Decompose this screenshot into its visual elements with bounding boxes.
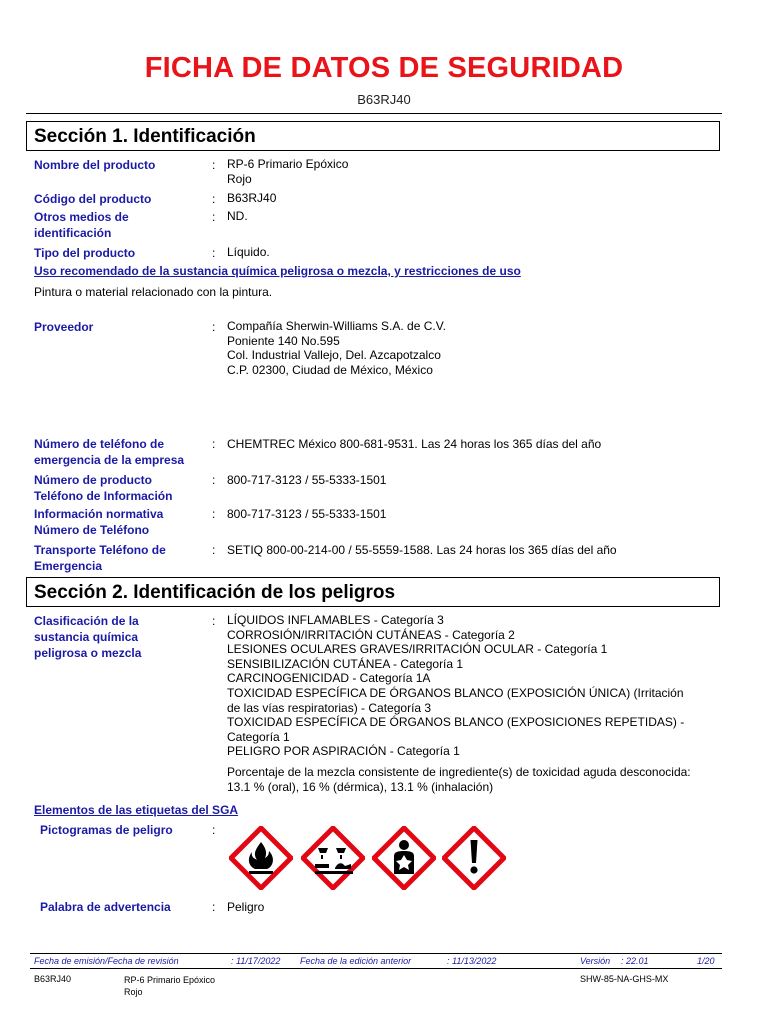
footer-mid-rule (30, 968, 722, 969)
footer-version-label: Versión (580, 956, 611, 966)
regulatory-label-line: Información normativa (34, 507, 164, 521)
classification-label-line: sustancia química (34, 630, 139, 644)
footer-page-number: 1/20 (697, 956, 715, 966)
recommended-use-heading: Uso recomendado de la sustancia química peligrosa o mezcla, y restricciones de uso (34, 264, 521, 278)
supplier-line: Col. Industrial Vallejo, Del. Azcapotzalco (227, 348, 441, 362)
footer-previous-label: Fecha de la edición anterior (300, 956, 412, 966)
product-code-label: Código del producto (34, 192, 152, 206)
regulatory-label-line: Número de Teléfono (34, 523, 150, 537)
product-phone-label-line: Número de producto (34, 473, 153, 487)
other-id-label-line: Otros medios de (34, 210, 129, 224)
product-name-label: Nombre del producto (34, 158, 156, 172)
colon: : (212, 437, 216, 451)
regulatory-info-value: 800-717-3123 / 55-5333-1501 (227, 507, 387, 521)
classification-label-line: peligrosa o mezcla (34, 646, 142, 660)
transport-label-line: Emergencia (34, 559, 103, 573)
product-phone-label-line: Teléfono de Información (34, 489, 173, 503)
emergency-label-line: Número de teléfono de (34, 437, 165, 451)
colon: : (212, 543, 216, 557)
health-hazard-pictogram-icon (372, 826, 436, 890)
emergency-label-line: emergencia de la empresa (34, 453, 185, 467)
footer-product (124, 974, 215, 998)
toxicity-line: 13.1 % (oral), 16 % (dérmica), 13.1 % (inhalación) (227, 779, 494, 794)
product-type-label: Tipo del producto (34, 246, 136, 260)
hazard-class-line: PELIGRO POR ASPIRACIÓN - Categoría 1 (227, 744, 460, 759)
classification-label-line: Clasificación de la (34, 614, 139, 628)
corrosion-pictogram-icon (301, 826, 365, 890)
section1-header (26, 121, 720, 151)
classification-label (34, 613, 141, 661)
signal-word-label: Palabra de advertencia (40, 900, 171, 914)
regulatory-info-label (34, 506, 163, 538)
supplier-label: Proveedor (34, 320, 94, 334)
colon: : (212, 158, 216, 172)
hazard-class-line: de las vías respiratorias) - Categoría 3 (227, 700, 432, 715)
colon: : (212, 823, 216, 837)
footer-top-rule (30, 953, 722, 954)
colon: : (212, 614, 216, 628)
header-divider (26, 113, 722, 114)
emergency-phone-label (34, 436, 184, 468)
product-name-line: Rojo (227, 171, 252, 186)
other-id-value: ND. (227, 209, 248, 223)
signal-word-value: Peligro (227, 900, 265, 914)
colon: : (212, 320, 216, 334)
pictograms-label: Pictogramas de peligro (40, 823, 173, 837)
product-name-value (227, 157, 717, 186)
transport-label-line: Transporte Teléfono de (34, 543, 166, 557)
hazard-class-line: TOXICIDAD ESPECÍFICA DE ÓRGANOS BLANCO (EXPOSICIONES REPETIDAS) - (227, 715, 685, 730)
footer-issue-date: : 11/17/2022 (231, 956, 281, 966)
document-code: B63RJ40 (357, 92, 411, 107)
colon: : (212, 900, 216, 914)
footer-previous-date: : 11/13/2022 (447, 956, 497, 966)
footer-version: : 22.01 (621, 956, 649, 966)
supplier-line: Poniente 140 No.595 (227, 333, 340, 348)
section2-header (26, 577, 720, 607)
section2-title: Sección 2. Identificación de los peligros (34, 582, 396, 603)
hazard-class-line: CORROSIÓN/IRRITACIÓN CUTÁNEAS - Categoría 2 (227, 627, 515, 642)
product-phone-label (34, 472, 172, 504)
colon: : (212, 473, 216, 487)
hazard-classes (227, 613, 717, 759)
product-name-line: RP-6 Primario Epóxico (227, 157, 349, 171)
recommended-use-text: Pintura o material relacionado con la pintura. (34, 285, 273, 299)
acute-toxicity-note (227, 765, 717, 794)
exclamation-pictogram-icon (442, 826, 506, 890)
footer-product-line: RP-6 Primario Epóxico (124, 975, 216, 985)
footer-issue-label: Fecha de emisión/Fecha de revisión (34, 956, 179, 966)
product-type-value: Líquido. (227, 245, 270, 259)
product-code-value: B63RJ40 (227, 191, 277, 205)
colon: : (212, 507, 216, 521)
other-id-label-line: identificación (34, 226, 112, 240)
hazard-class-line: CARCINOGENICIDAD - Categoría 1A (227, 671, 431, 686)
supplier-line: C.P. 02300, Ciudad de México, México (227, 362, 433, 377)
label-elements-heading: Elementos de las etiquetas del SGA (34, 803, 239, 817)
colon: : (212, 246, 216, 260)
supplier-line: Compañía Sherwin-Williams S.A. de C.V. (227, 319, 446, 333)
toxicity-line: Porcentaje de la mezcla consistente de ingrediente(s) de toxicidad aguda desconocida: (227, 765, 691, 779)
footer-product-line: Rojo (124, 987, 143, 997)
colon: : (212, 192, 216, 206)
colon: : (212, 210, 216, 224)
footer-document-id: SHW-85-NA-GHS-MX (580, 974, 669, 984)
footer-code: B63RJ40 (34, 974, 72, 984)
emergency-phone-value: CHEMTREC México 800-681-9531. Las 24 horas los 365 días del año (227, 437, 602, 451)
product-phone-value: 800-717-3123 / 55-5333-1501 (227, 473, 387, 487)
supplier-address (227, 319, 717, 377)
section1-title: Sección 1. Identificación (34, 126, 256, 147)
hazard-class-line: LESIONES OCULARES GRAVES/IRRITACIÓN OCULAR - Categoría 1 (227, 642, 608, 657)
flame-pictogram-icon (229, 826, 293, 890)
hazard-class-line: TOXICIDAD ESPECÍFICA DE ÓRGANOS BLANCO (EXPOSICIÓN ÚNICA) (Irritación (227, 685, 684, 700)
other-id-label (34, 209, 129, 241)
hazard-class-line: LÍQUIDOS INFLAMABLES - Categoría 3 (227, 613, 444, 627)
transport-phone-value: SETIQ 800-00-214-00 / 55-5559-1588. Las 24 horas los 365 días del año (227, 543, 617, 557)
hazard-class-line: SENSIBILIZACIÓN CUTÁNEA - Categoría 1 (227, 656, 464, 671)
transport-phone-label (34, 542, 166, 574)
document-title: FICHA DE DATOS DE SEGURIDAD (144, 52, 624, 84)
hazard-class-line: Categoría 1 (227, 729, 290, 744)
